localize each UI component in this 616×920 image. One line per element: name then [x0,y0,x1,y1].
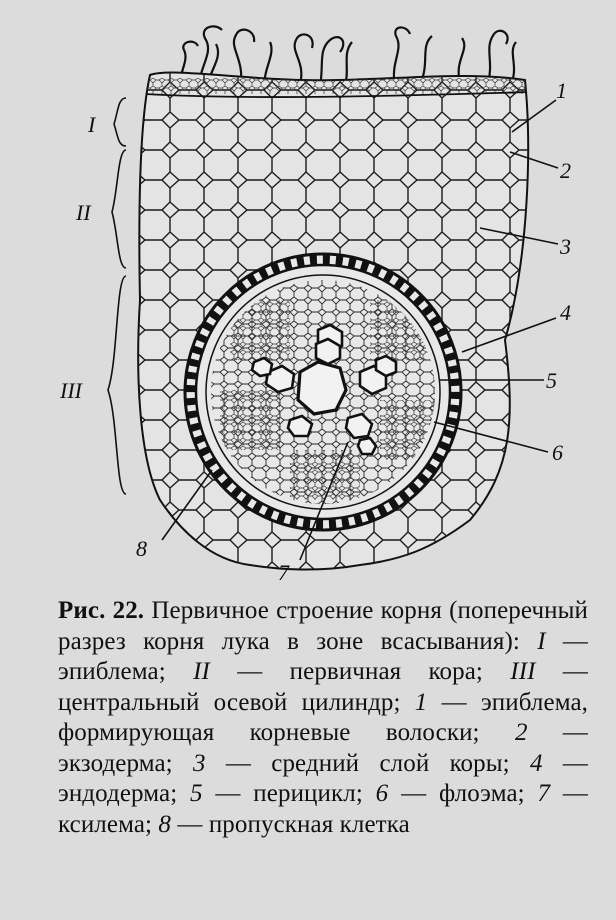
caption-text: — эндодерма; [58,749,588,807]
zone-label-III: III [60,378,82,403]
bracket-III [108,276,126,494]
central-cylinder [185,254,461,530]
zone-label-I: I [88,112,96,137]
caption-term-ref: 1 [414,688,428,716]
caption-text: Первичное строение корня (поперечный разрез корня лука в зоне всасывания): [58,597,588,655]
caption-term-ref: I [537,627,546,655]
caption-term-ref: II [193,658,210,685]
caption-term-ref: 3 [192,749,206,777]
caption-text: — перицикл; [202,780,376,807]
callout-8: 8 [136,536,147,561]
figure-caption [58,596,588,840]
bracket-I [114,98,126,146]
caption-term-ref: III [510,658,536,685]
caption-term-ref: 2 [514,719,528,746]
caption-title: Рис. 22. [58,597,145,624]
caption-text: — эпиблема, формирующая корневые волоски; [58,688,589,746]
zone-brackets [108,98,126,494]
caption-text: — ксилема; [58,780,588,838]
caption-term-ref: 4 [529,749,543,777]
caption-term-ref: 6 [375,780,389,807]
caption-text: — пропускная клетка [171,810,410,838]
callout-7: 7 [278,560,289,585]
callout-5: 5 [546,368,557,393]
callout-6: 6 [552,440,563,465]
caption-text: — флоэма; [388,780,538,807]
callout-3: 3 [560,234,571,259]
caption-body [58,597,588,838]
caption-term-ref: 7 [537,780,551,807]
caption-term-ref: 8 [158,810,172,838]
bracket-II [112,150,126,268]
caption-text: — центральный осевой цилиндр; [58,658,588,716]
callout-4: 4 [560,300,571,325]
caption-text: — эпиблема; [58,627,588,685]
caption-text: — экзодерма; [58,719,589,777]
caption-term-ref: 5 [190,780,203,807]
zone-label-II: II [76,200,91,225]
callout-2: 2 [560,158,571,183]
caption-text: — первичная кора; [209,658,511,685]
callout-1: 1 [556,78,567,103]
caption-text: — средний слой коры; [205,749,530,777]
